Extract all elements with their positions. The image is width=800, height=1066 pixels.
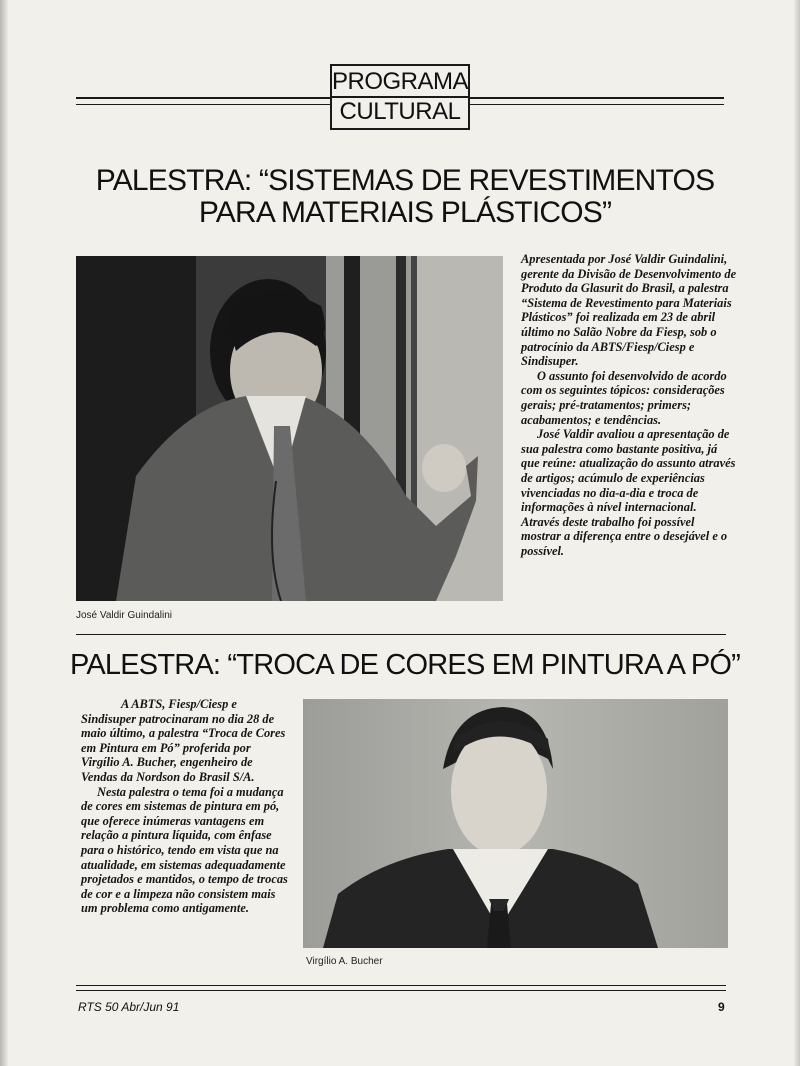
article2-paragraph-1: A ABTS, Fiesp/Ciesp e Sindisuper patrocinaram no dia 28 de maio último, a palestra “Troca de Cores em Pintura em Pó” proferida por Virgílio A. Bucher, engenheiro de Vendas da Nordson do Brasil S/A. [81,697,286,784]
page-edge-left [0,0,8,1066]
footer-issue: RTS 50 Abr/Jun 91 [78,1000,180,1014]
article2-body [81,697,291,916]
section-label-line2: CULTURAL [332,96,468,126]
article1-paragraph-3: José Valdir avaliou a apresentação de sua palestra como bastante positiva, já que reúne: atualização do assunto através de artigos; acúmulo de experiências vivenciadas no dia-a-dia e troca de informações à nível internacional. Através deste trabalho foi possível mostrar a diferença entre o desejável e o possível. [521,427,736,558]
footer-rule-bottom [76,990,726,991]
header-rule-left-top [76,97,330,99]
page-number: 9 [718,1000,725,1014]
article1-headline-line2: PARA MATERIAIS PLÁSTICOS” [198,196,612,229]
section-label-line1: PROGRAMA [332,68,469,95]
page-edge-right [794,0,800,1066]
article2-photo-caption: Virgílio A. Bucher [306,956,383,967]
article2-paragraph-2: Nesta palestra o tema foi a mudança de cores em sistemas de pintura em pó, que oferece inúmeras vantagens em relação a pintura líquida, com ênfase para o histórico, tendo em vista que na atualidade, em sistemas adequadamente projetados e mantidos, o tempo de trocas de cor e a limpeza não consistem mais um problema como antigamente. [81,784,288,916]
article1-paragraph-1: Apresentada por José Valdir Guindalini, gerente da Divisão de Desenvolvimento de Produto da Glasurit do Brasil, a palestra “Sistema de Revestimento para Materiais Plásticos” foi realizada em 23 de abril último no Salão Nobre da Fiesp, sob o patrocínio da ABTS/Fiesp/Ciesp e Sindisuper. [521,252,737,369]
article1-headline [60,165,750,229]
article2-photo [303,699,728,948]
article2-headline: PALESTRA: “TROCA DE CORES EM PINTURA A PÓ” [69,649,741,681]
article1-body [521,252,737,558]
article1-photo-caption: José Valdir Guindalini [76,610,172,621]
header-rule-right-bottom [466,104,724,105]
article1-photo [76,256,503,601]
section-label-box [330,64,470,130]
footer-rule-top [76,985,726,986]
article1-headline-line1: PALESTRA: “SISTEMAS DE REVESTIMENTOS [95,164,715,197]
article-divider [76,634,726,635]
header-rule-left-bottom [76,104,330,105]
header-rule-right-top [466,97,724,99]
article1-paragraph-2: O assunto foi desenvolvido de acordo com os seguintes tópicos: considerações gerais; pré-tratamentos; primers; acabamentos; e tendências. [521,368,727,427]
